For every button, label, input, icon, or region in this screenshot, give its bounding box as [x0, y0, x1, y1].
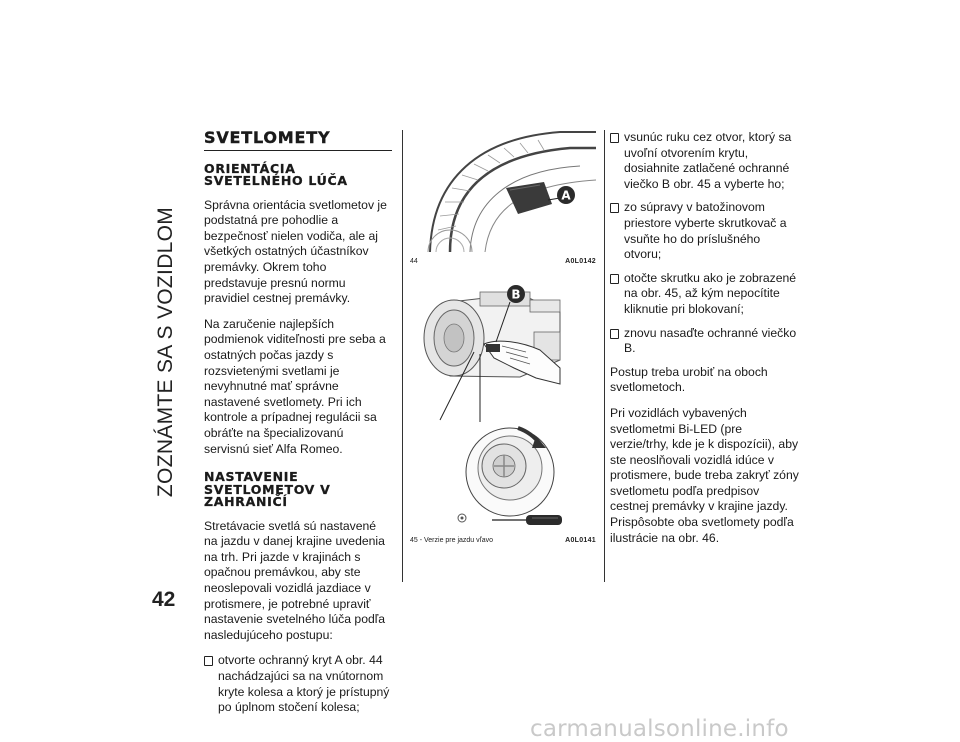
figure-45-code: A0L0141: [565, 537, 596, 544]
subheading-line: ORIENTÁCIA: [204, 160, 296, 176]
label-b: B: [511, 287, 521, 302]
subheading-line: SVETELNÉHO LÚČA: [204, 173, 348, 189]
figure-45-caption: 45 - Verzie pre jazdu vľavo: [410, 537, 493, 544]
bullet-text: otočte skrutku ako je zobrazené na obr. 45, až kým nepocítite kliknutie pri blokovaní;: [624, 270, 797, 316]
section-heading: SVETLOMETY: [204, 130, 392, 151]
paragraph: Postup treba urobiť na oboch svetlometoch.: [610, 364, 768, 395]
sidebar-title-text: ZOZNÁMTE SA S VOZIDLOM: [154, 206, 177, 498]
column-divider: [604, 130, 605, 582]
checkbox-bullet-icon: [610, 133, 619, 143]
bullet-item: [610, 271, 800, 318]
figure-45-illustration: [410, 272, 596, 534]
bullet-item: [610, 130, 800, 192]
bullet-item: [610, 326, 800, 357]
text-column-left: [204, 130, 392, 724]
checkbox-bullet-icon: [610, 329, 619, 339]
figure-44-caption-row: [410, 258, 596, 265]
figure-44-number: 44: [410, 258, 418, 265]
paragraph: Správna orientácia svetlometov je podstatná pre pohodlie a bezpečnosť nielen vodiča, ale aj všetkých ostatných účastníkov premávky. Okrem toho predstavuje presnú normu pravidiel cestnej premávky.: [204, 197, 387, 306]
subheading-beam-orientation: [204, 160, 392, 189]
text-column-right: [610, 130, 800, 556]
subheading-line: NASTAVENIE: [204, 469, 299, 485]
watermark: carmanualsonline.info: [530, 716, 789, 742]
bullet-text: otvorte ochranný kryt A obr. 44 nachádzajúci sa na vnútornom kryte kolesa a ktorý je prístupný po úplnom stočení kolesa;: [218, 653, 390, 715]
paragraph: Stretávacie svetlá sú nastavené na jazdu v danej krajine uvedenia na trh. Pri jazde v krajinách s opačnou premávkou, aby ste neoslepovali vozidlá jazdiace v protismere, je potrebné upraviť nastavenie svetelného lúča podľa nasledujúceho postupu:: [204, 518, 386, 642]
page-number: 42: [152, 588, 176, 611]
column-divider: [402, 130, 403, 582]
checkbox-bullet-icon: [610, 274, 619, 284]
checkbox-bullet-icon: [610, 203, 619, 213]
paragraph: Na zaručenie najlepších podmienok viditeľnosti pre seba a ostatných počas jazdy s rozsvietenými svetlami je nevyhnutné mať správne nastavené svetlomety. Pri ich kontrole a prípadnej regulácii sa obráťte na špecializovanú servisnú sieť Alfa Romeo.: [204, 316, 386, 456]
paragraph: Pri vozidlách vybavených svetlometmi Bi-LED (pre verzie/trhy, kde je k dispozícii), aby ste neoslňovali vozidlá idúce v protismere, bude treba zakryť zóny svetlometu podľa predpisov cestnej premávky v krajine jazdy. Prispôsobte oba svetlomety podľa ilustrácie na obr. 46.: [610, 405, 799, 545]
figure-44-illustration: [410, 130, 596, 252]
bullet-text: zo súpravy v batožinovom priestore vyberte skrutkovač a vsuňte ho do príslušného otvoru;: [624, 200, 787, 262]
figure-45-caption-row: [410, 537, 596, 544]
bullet-item: [610, 200, 800, 262]
subheading-abroad-adjustment: [204, 471, 392, 509]
sidebar-section-title: [146, 132, 186, 572]
checkbox-bullet-icon: [204, 656, 213, 666]
label-a: A: [561, 188, 571, 203]
bullet-text: znovu nasaďte ochranné viečko B.: [624, 325, 797, 356]
subheading-line: ZAHRANIČÍ: [204, 494, 288, 510]
bullet-text: vsunúc ruku cez otvor, ktorý sa uvoľní otvorením krytu, dosiahnite zatlačené ochranné viečko B obr. 45 a vyberte ho;: [624, 130, 792, 191]
figure-44-code: A0L0142: [565, 258, 596, 265]
bullet-item: [204, 653, 392, 715]
subheading-line: SVETLOMETOV V: [204, 481, 331, 497]
